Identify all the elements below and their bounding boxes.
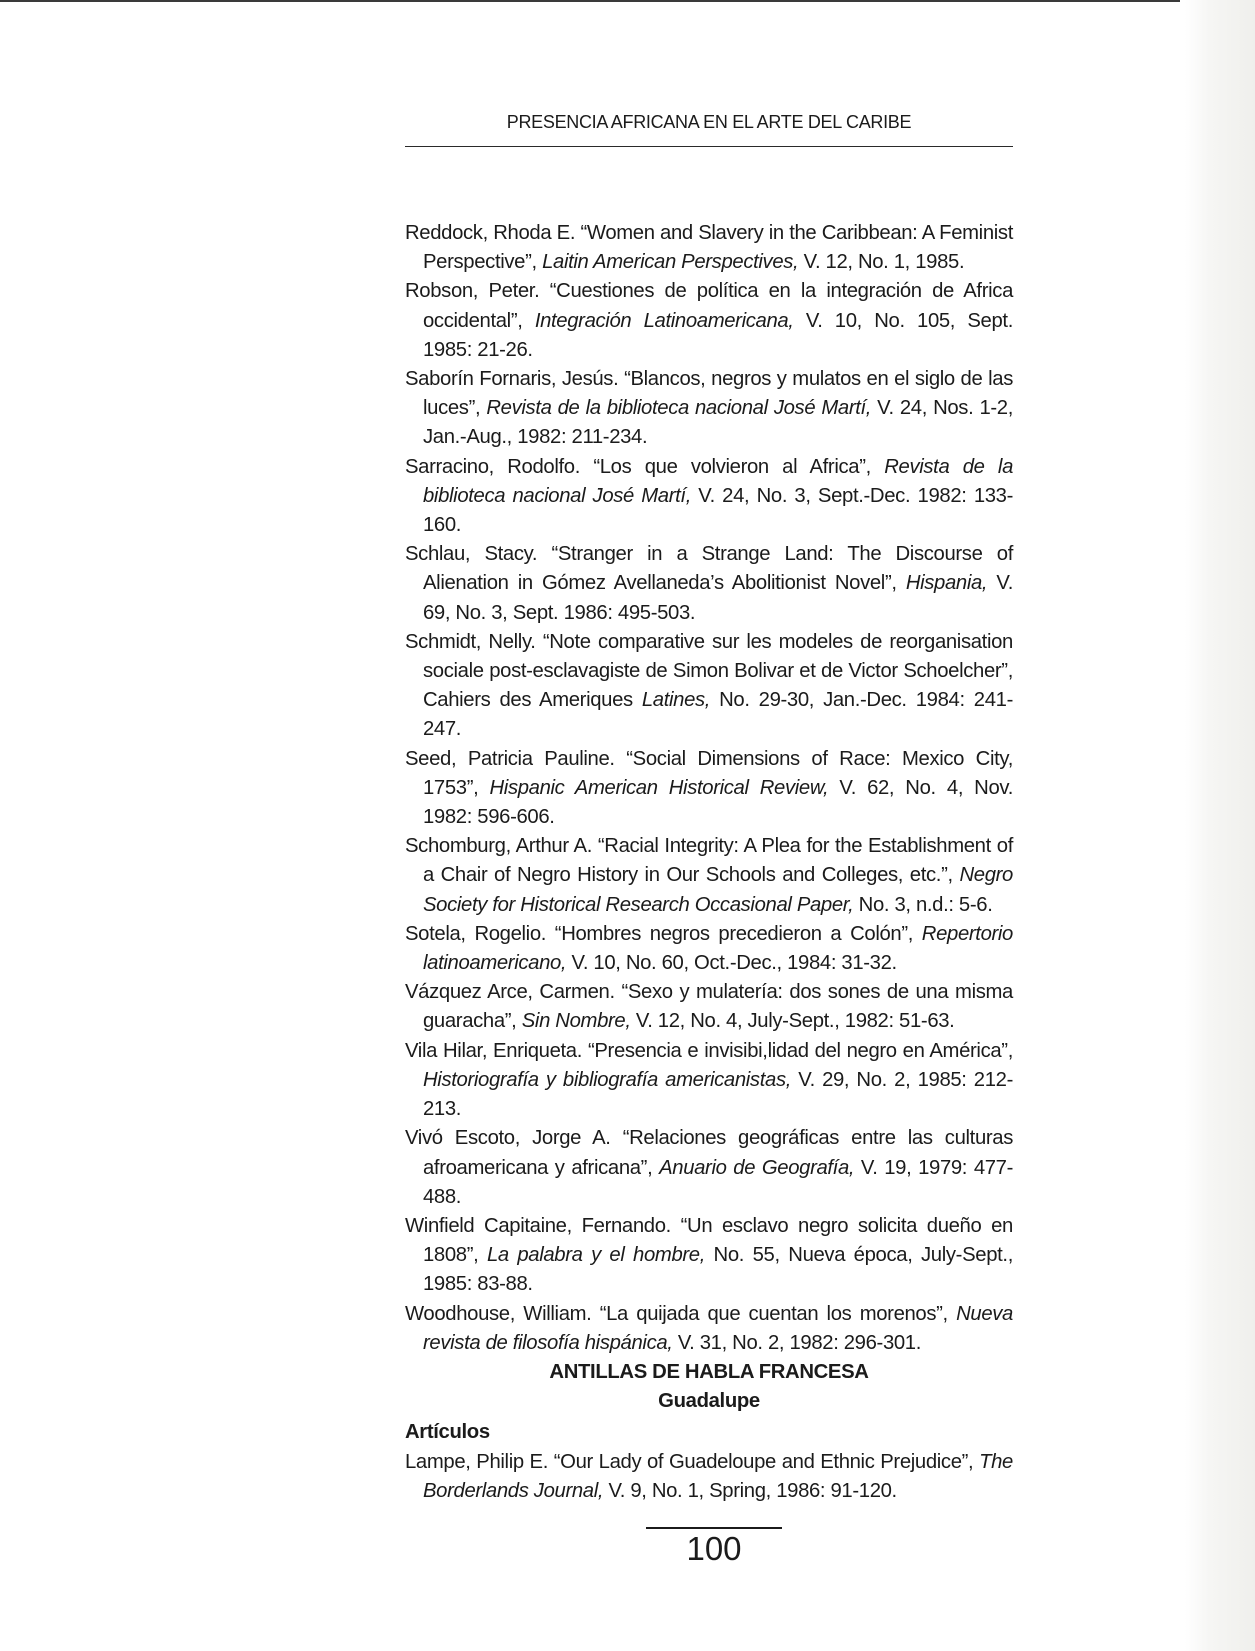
entry-details: V. 31, No. 2, 1982: 296-301. xyxy=(672,1331,922,1354)
bibliography-entry xyxy=(405,1037,1013,1125)
entry-publication-title: Nueva revista de filosofía hispánica, xyxy=(423,1302,1013,1354)
entry-text: Schomburg, Arthur A. “Racial Integrity: A Plea for the Establishment of a Chair of Negro History in Our Schools and Colleges, etc.”, xyxy=(405,835,1013,887)
entry-publication-title: Repertorio latinoamericano, xyxy=(423,922,1013,975)
bibliography-entry xyxy=(405,745,1013,833)
bibliography-list xyxy=(405,219,1013,1358)
entry-text: Winfield Capitaine, Fernando. “Un esclavo negro solicita dueño en 1808”, xyxy=(405,1214,1013,1267)
entry-text: Vázquez Arce, Carmen. “Sexo y mulatería: dos sones de una misma guaracha”, xyxy=(405,981,1013,1033)
entry-text: Woodhouse, William. “La quijada que cuentan los morenos”, xyxy=(405,1302,957,1325)
entry-text: Lampe, Philip E. “Our Lady of Guadeloupe and Ethnic Prejudice”, xyxy=(405,1450,980,1473)
entry-details: V. 69, No. 3, Sept. 1986: 495-503. xyxy=(423,572,1013,624)
entry-publication-title: Integración Latinoamericana, xyxy=(534,309,794,332)
entry-details: No. 3, n.d.: 5-6. xyxy=(853,893,993,916)
entry-publication-title: Hispania, xyxy=(905,572,988,595)
entry-text: Sarracino, Rodolfo. “Los que volvieron al Africa”, xyxy=(405,455,885,478)
section-heading: ANTILLAS DE HABLA FRANCESA xyxy=(549,1360,869,1383)
bibliography-entry xyxy=(405,628,1013,745)
entry-details: V. 19, 1979: 477-488. xyxy=(423,1156,1014,1208)
entry-text: Robson, Peter. “Cuestiones de política en la integración de Africa occidental”, xyxy=(405,280,1013,332)
bibliography-entry xyxy=(405,365,1013,453)
entry-publication-title: The Borderlands Journal, xyxy=(423,1450,1013,1502)
bibliography-entry xyxy=(405,1300,1013,1358)
entry-publication-title: Hispanic American Historical Review, xyxy=(489,776,829,799)
entry-text: Sotela, Rogelio. “Hombres negros precedieron a Colón”, xyxy=(405,922,922,945)
entry-details: V. 12, No. 4, July-Sept., 1982: 51-63. xyxy=(630,1010,955,1033)
footer-rule xyxy=(646,1527,782,1529)
entry-details: V. 9, No. 1, Spring, 1986: 91-120. xyxy=(603,1479,897,1502)
bibliography-entry xyxy=(405,277,1013,365)
bibliography-content xyxy=(405,219,1013,1506)
bibliography-entry xyxy=(405,978,1013,1036)
entry-publication-title: Revista de la biblioteca nacional José Martí, xyxy=(423,455,1013,507)
bibliography-entry xyxy=(405,540,1013,628)
entry-details: V. 24, Nos. 1-2, Jan.-Aug., 1982: 211-234. xyxy=(423,397,1014,449)
page-number: 100 xyxy=(686,1530,742,1567)
entry-details: V. 24, No. 3, Sept.-Dec. 1982: 133-160. xyxy=(423,484,1014,537)
bibliography-entry xyxy=(405,453,1013,541)
entry-details: No. 55, Nueva época, July-Sept., 1985: 83-88. xyxy=(423,1244,1013,1296)
entry-text: Vila Hilar, Enriqueta. “Presencia e invisibi,lidad del negro en América”, xyxy=(405,1039,1013,1062)
entry-publication-title: Historiografía y bibliografía americanistas, xyxy=(423,1068,792,1091)
bibliography-entry xyxy=(405,1448,1013,1506)
running-head: PRESENCIA AFRICANA EN EL ARTE DEL CARIBE xyxy=(506,112,912,132)
entry-text: Vivó Escoto, Jorge A. “Relaciones geográficas entre las culturas afroamericana y africana”, xyxy=(405,1127,1013,1179)
entry-text: Seed, Patricia Pauline. “Social Dimensions of Race: Mexico City, 1753”, xyxy=(405,747,1013,799)
bibliography-entry xyxy=(405,1124,1013,1212)
entry-details: V. 12, No. 1, 1985. xyxy=(798,251,965,274)
entry-publication-title: Anuario de Geografía, xyxy=(659,1156,855,1179)
entry-text: Schmidt, Nelly. “Note comparative sur les modeles de reorganisation sociale post-esclavagiste de Simon Bolivar et de Victor Schoelcher”, Cahiers des Ameriques xyxy=(405,630,1013,712)
subsection-label: Artículos xyxy=(405,1421,490,1444)
entry-details: V. 10, No. 60, Oct.-Dec., 1984: 31-32. xyxy=(566,952,897,975)
entry-text: Saborín Fornaris, Jesús. “Blancos, negros y mulatos en el siglo de las luces”, xyxy=(405,368,1013,420)
entry-text: Reddock, Rhoda E. “Women and Slavery in the Caribbean: A Feminist Perspective”, xyxy=(405,222,1013,274)
section-subheading: Guadalupe xyxy=(658,1390,760,1413)
entry-details: V. 10, No. 105, Sept. 1985: 21-26. xyxy=(423,309,1013,361)
bibliography-list-guadalupe xyxy=(405,1448,1013,1506)
bibliography-entry xyxy=(405,1212,1013,1300)
bibliography-entry xyxy=(405,219,1013,277)
page-top-edge xyxy=(0,0,1180,2)
bibliography-entry xyxy=(405,832,1013,920)
entry-publication-title: Sin Nombre, xyxy=(521,1010,631,1033)
header-rule xyxy=(405,146,1013,147)
entry-publication-title: Latines, xyxy=(641,689,711,712)
page-right-edge xyxy=(1185,0,1255,1651)
entry-publication-title: Laitin American Perspectives, xyxy=(542,251,799,274)
bibliography-entry xyxy=(405,920,1013,978)
entry-publication-title: Negro Society for Historical Research Occasional Paper, xyxy=(423,864,1013,916)
entry-details: V. 29, No. 2, 1985: 212-213. xyxy=(423,1068,1013,1121)
entry-text: Schlau, Stacy. “Stranger in a Strange Land: The Discourse of Alienation in Gómez Avellaneda’s Abolitionist Novel”, xyxy=(405,543,1013,595)
entry-publication-title: Revista de la biblioteca nacional José Martí, xyxy=(486,397,872,420)
entry-details: No. 29-30, Jan.-Dec. 1984: 241-247. xyxy=(423,689,1013,741)
entry-details: V. 62, No. 4, Nov. 1982: 596-606. xyxy=(423,776,1013,829)
entry-publication-title: La palabra y el hombre, xyxy=(486,1244,705,1267)
